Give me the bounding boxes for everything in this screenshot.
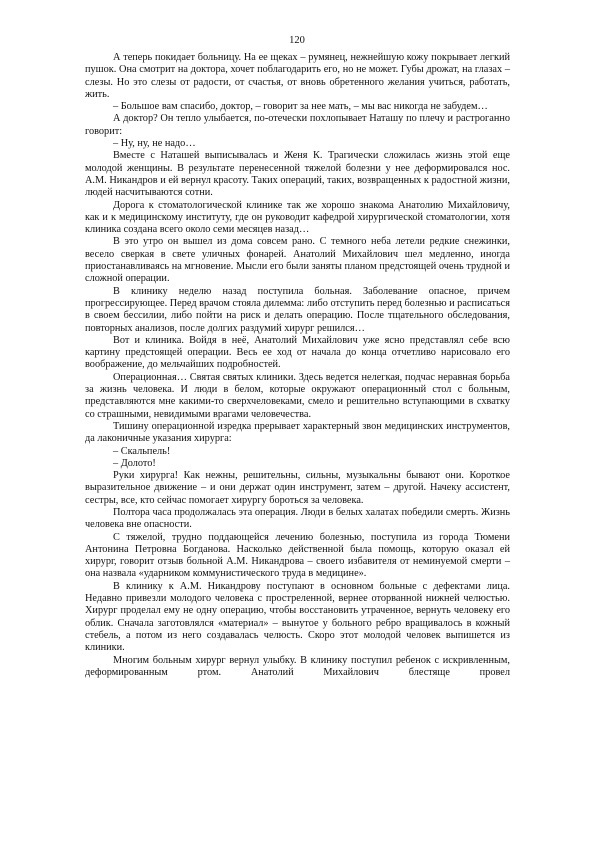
paragraph: Тишину операционной изредка прерывает характерный звон медицинских инструментов, да лаконичные указания хирурга: — [85, 420, 510, 445]
paragraph: – Долото! — [113, 457, 156, 469]
paragraph: А теперь покидает больницу. На ее щеках – румянец, нежнейшую кожу покрывает легкий пушок. Она смотрит на доктора, хочет поблагодарить его, но не может. Губы дрожат, на глазах – слезы. Но это слезы от радости, от счастья, от вновь обретенного желания учиться, работать, жить. — [85, 52, 510, 100]
paragraph: Руки хирурга! Как нежны, решительны, сильны, музыкальны бывают они. Короткое выразительное движение – и они держат один инструмент, затем – другой. Начеку ассистент, сестры, все, кто сейчас помогает хирургу бороться за человека. — [85, 470, 510, 506]
paragraph: С тяжелой, трудно поддающейся лечению болезнью, поступила из города Тюмени Антонина Петровна Богданова. Насколько действенной была помощь, которую оказал ей хирург, говорит отзыв больной А.М. Никандрова – своего избавителя от неминуемой смерти – она назвала «ударником коммунистического труда в медицине». — [85, 531, 510, 580]
paragraph: В это утро он вышел из дома совсем рано. С темного неба летели редкие снежинки, весело сверкая в свете уличных фонарей. Анатолий Михайлович шел медленно, иногда приостанавливаясь на мгновение. Мысли его были заняты планом предстоящей очень трудной и сложной операции. — [85, 236, 510, 285]
paragraph: Вот и клиника. Войдя в неё, Анатолий Михайлович уже ясно представлял себе всю картину предстоящей операции. Весь ее ход от начала до конца отчетливо нарисовало его воображение, до мельчайших подробностей. — [85, 334, 510, 371]
paragraph: Операционная… Святая святых клиники. Здесь ведется нелегкая, подчас неравная борьба за жизнь человека. И люди в белом, которые окружают операционный стол с больным, представляются мне какими-то сверхчеловеками, смело и решительно вступающими в схватку со страшными, невидимыми врагами человечества. — [85, 371, 510, 420]
paragraph: – Ну, ну, не надо… — [113, 138, 196, 150]
paragraph: А доктор? Он тепло улыбается, по-отечески похлопывает Наташу по плечу и растроганно говорит: — [85, 113, 510, 137]
page-number: 120 — [289, 35, 305, 46]
body-text — [85, 52, 510, 679]
paragraph: Вместе с Наташей выписывалась и Женя К. Трагически сложилась жизнь этой еще молодой женщины. В результате перенесенной тяжелой болезни у нее деформировался нос. А.М. Никандров и ей вернул красоту. Таких операций, таких, возвращенных к радостной жизни, людей насчитываются сотни. — [85, 150, 510, 199]
paragraph: Многим больным хирург вернул улыбку. В клинику поступил ребенок с искривленным, деформированным ртом. Анатолий Михайлович блестяще провел — [85, 654, 510, 678]
paragraph: Полтора часа продолжалась эта операция. Люди в белых халатах победили смерть. Жизнь человека вне опасности. — [85, 506, 510, 531]
paragraph: В клинику к А.М. Никандрову поступают в основном больные с дефектами лица. Недавно привезли молодого человека с простреленной, вернее оторванной нижней челюстью. Хирург проделал ему не одну операцию, чтобы восстановить утраченное, вернуть человеку его облик. Сначала заготовлялся «материал» – вынутое у больного ребро вращивалось в кожный стебель, а потом из него создавалась челюсть. Скоро этот молодой человек выпишется из клиники. — [85, 580, 510, 654]
paragraph: Дорога к стоматологической клинике так же хорошо знакома Анатолию Михайловичу, как и к медицинскому институту, где он руководит кафедрой хирургической стоматологии, хотя клиника создана всего около семи месяцев назад… — [85, 199, 510, 236]
paragraph: – Скальпель! — [113, 445, 171, 457]
paragraph: В клинику неделю назад поступила больная. Заболевание опасное, причем прогрессирующее. Перед врачом стояла дилемма: либо отступить перед болезнью и расписаться в своем бессилии, либо пойти на риск и делать операцию. После тщательного обследования, повторных анализов, после долгих раздумий хирург решился… — [85, 285, 510, 334]
paragraph: – Большое вам спасибо, доктор, – говорит за нее мать, – мы вас никогда не забудем… — [113, 101, 488, 113]
